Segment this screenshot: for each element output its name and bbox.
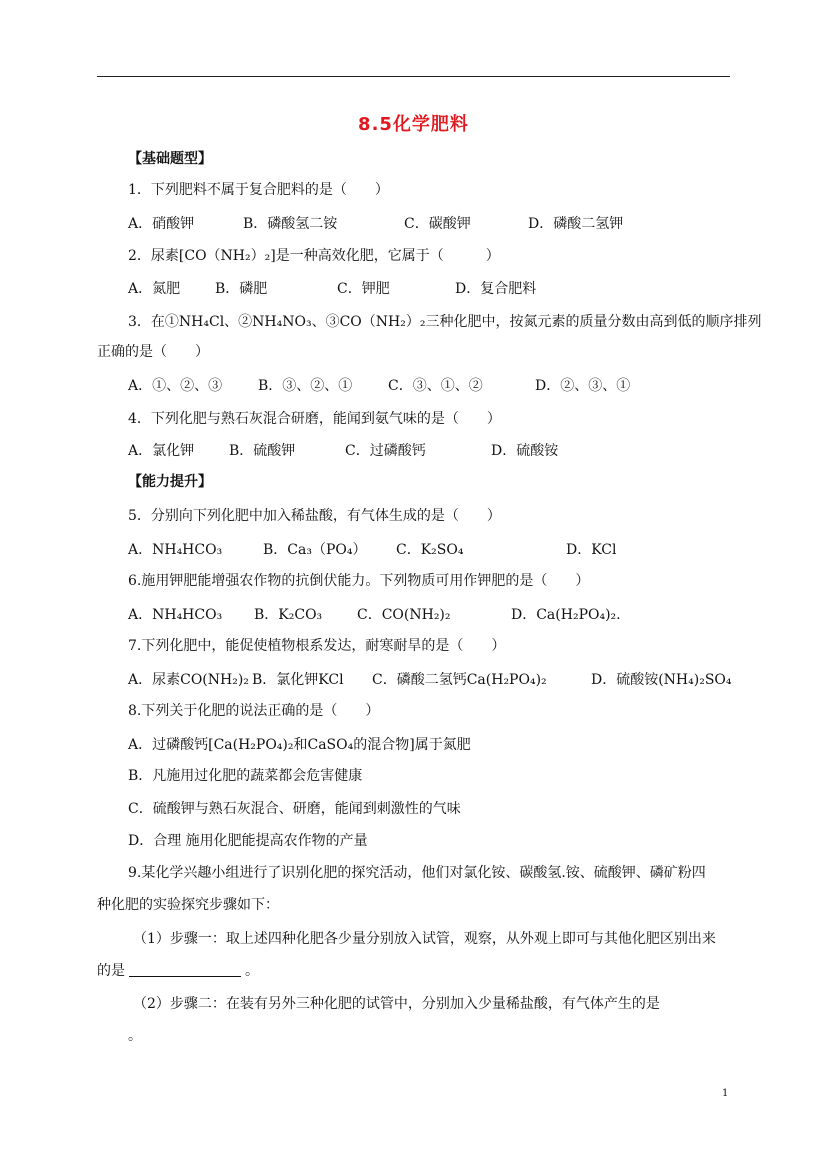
section-basic: 【基础题型】 xyxy=(128,151,212,167)
q9-step-1-period: 。 xyxy=(245,963,259,979)
q2-option-d: D．复合肥料 xyxy=(455,281,537,297)
q8-option-d: D．合理 施用化肥能提高农作物的产量 xyxy=(128,833,368,849)
document-title: 8.5化学肥料 xyxy=(358,114,469,135)
q7-option-a: A．尿素CO(NH₂)₂ xyxy=(128,672,249,688)
answer-blank[interactable] xyxy=(129,962,241,977)
q6-option-b: B．K₂CO₃ xyxy=(254,607,323,623)
q6-option-d: D．Ca(H₂PO₄)₂. xyxy=(511,607,621,623)
question-8-stem: 8.下列关于化肥的说法正确的是（ ） xyxy=(128,703,380,719)
question-7-stem: 7.下列化肥中，能促使植物根系发达，耐寒耐旱的是（ ） xyxy=(128,638,506,654)
q9-step-1-answer-line xyxy=(97,962,259,980)
q7-option-d: D．硫酸铵(NH₄)₂SO₄ xyxy=(591,672,732,688)
q3-option-d: D．②、③、① xyxy=(535,378,631,394)
question-9-stem: 9.某化学兴趣小组进行了识别化肥的探究活动，他们对氯化铵、碳酸氢.铵、硫酸钾、磷矿粉四 xyxy=(128,865,706,881)
question-5-stem: 5．分别向下列化肥中加入稀盐酸，有气体生成的是（ ） xyxy=(128,508,501,524)
q1-option-c: C．碳酸钾 xyxy=(404,216,471,232)
question-6-stem: 6.施用钾肥能增强农作物的抗倒伏能力。下列物质可用作钾肥的是（ ） xyxy=(128,573,590,589)
question-3-stem: 3．在①NH₄Cl、②NH₄NO₃、③CO（NH₂）₂三种化肥中，按氮元素的质量分数由高到低的顺序排列 xyxy=(128,314,762,330)
q6-option-a: A．NH₄HCO₃ xyxy=(128,607,223,623)
q4-option-d: D．硫酸铵 xyxy=(491,443,559,459)
q5-option-b: B．Ca₃（PO₄） xyxy=(263,542,367,558)
header-rule xyxy=(97,76,730,77)
question-1-stem: 1．下列肥料不属于复合肥料的是（ ） xyxy=(128,182,389,198)
q3-option-c: C．③、①、② xyxy=(388,378,483,394)
q2-option-b: B．磷肥 xyxy=(215,281,268,297)
q4-option-b: B．硫酸钾 xyxy=(229,443,296,459)
q9-step-1: （1）步骤一：取上述四种化肥各少量分别放入试管，观察，从外观上即可与其他化肥区别出来 xyxy=(133,931,716,947)
q8-option-a: A．过磷酸钙[Ca(H₂PO₄)₂和CaSO₄的混合物]属于氮肥 xyxy=(128,737,471,753)
q7-option-c: C．磷酸二氢钙Ca(H₂PO₄)₂ xyxy=(372,672,547,688)
q9-step-2: （2）步骤二：在装有另外三种化肥的试管中，分别加入少量稀盐酸，有气体产生的是 xyxy=(133,996,660,1012)
q6-option-c: C．CO(NH₂)₂ xyxy=(357,607,451,623)
q5-option-d: D．KCl xyxy=(566,542,617,558)
q5-option-c: C．K₂SO₄ xyxy=(396,542,464,558)
q9-step-2-period: 。 xyxy=(128,1028,142,1044)
question-4-stem: 4．下列化肥与熟石灰混合研磨，能闻到氨气味的是（ ） xyxy=(128,411,501,427)
section-advanced: 【能力提升】 xyxy=(128,474,212,490)
q3-option-b: B．③、②、① xyxy=(258,378,353,394)
q8-option-b: B．凡施用过化肥的蔬菜都会危害健康 xyxy=(128,768,363,784)
q9-step-1-label: 的是 xyxy=(97,963,125,979)
q1-option-b: B．磷酸氢二铵 xyxy=(243,216,338,232)
q7-option-b: B．氯化钾KCl xyxy=(252,672,344,688)
page-number: 1 xyxy=(722,1088,729,1099)
q8-option-c: C．硫酸钾与熟石灰混合、研磨，能闻到刺激性的气味 xyxy=(128,801,461,817)
q4-option-c: C．过磷酸钙 xyxy=(345,443,426,459)
q5-option-a: A．NH₄HCO₃ xyxy=(128,542,223,558)
q2-option-c: C．钾肥 xyxy=(337,281,390,297)
question-9-stem-cont: 种化肥的实验探究步骤如下： xyxy=(97,897,279,913)
q2-option-a: A．氮肥 xyxy=(128,281,181,297)
q1-option-d: D．磷酸二氢钾 xyxy=(528,216,624,232)
q3-option-a: A．①、②、③ xyxy=(128,378,223,394)
question-3-stem-cont: 正确的是（ ） xyxy=(97,344,209,360)
question-2-stem: 2．尿素[CO（NH₂）₂]是一种高效化肥，它属于（ ） xyxy=(128,248,500,264)
q4-option-a: A．氯化钾 xyxy=(128,443,195,459)
q1-option-a: A．硝酸钾 xyxy=(128,216,195,232)
